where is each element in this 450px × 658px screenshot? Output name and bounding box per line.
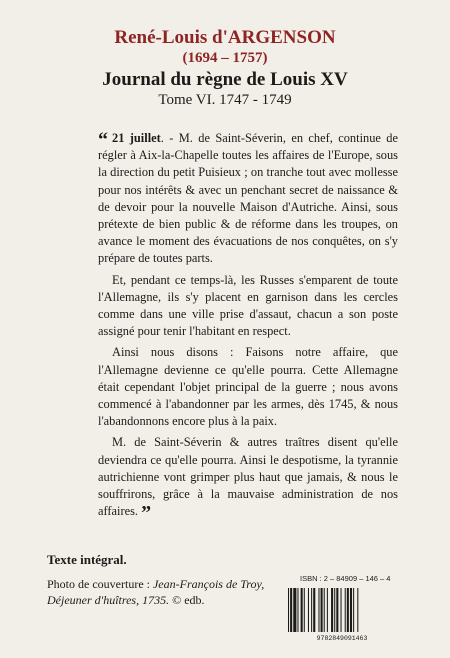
header bbox=[0, 26, 450, 110]
open-quote: “ bbox=[98, 129, 108, 151]
paragraph-text: M. de Saint-Séverin & autres traîtres disent qu'elle deviendra ce qu'elle pourra. Ainsi le despotisme, la tyrannie autrichienne vont grimper plus haut que jamais, & nous le souffrirons, grâce à la mauvaise administration de nos affaires. bbox=[98, 435, 398, 519]
excerpt bbox=[98, 130, 398, 524]
credit-prefix: Photo de couverture : bbox=[47, 577, 153, 591]
close-quote: ” bbox=[141, 502, 152, 525]
credit-artwork: Jean-François de Troy, Déjeuner d'huîtres, 1735. bbox=[47, 577, 265, 607]
credit-suffix: © edb. bbox=[169, 593, 205, 607]
barcode bbox=[282, 586, 402, 642]
volume-label: Tome VI. 1747 - 1749 bbox=[158, 92, 292, 108]
isbn: ISBN : 2 – 84909 – 146 – 4 bbox=[300, 574, 391, 583]
paragraph: Ainsi nous disons : Faisons notre affaire, que l'Allemagne devienne ce qu'elle pourra. Cette Allemagne était cependant l'objet principal de la guerre ; nous avons commencé à l'abandonner par les armes, dès 1745, & nous l'abandonnons encore plus à la paix. bbox=[98, 345, 398, 429]
cover-credit bbox=[47, 576, 277, 608]
full-text-note: Texte intégral. bbox=[47, 552, 127, 567]
barcode-number: 9782849091463 bbox=[316, 635, 368, 642]
author-name: René-Louis d'ARGENSON bbox=[114, 27, 336, 48]
paragraph bbox=[98, 434, 398, 525]
paragraph bbox=[98, 130, 398, 268]
paragraph-text: . - M. de Saint-Séverin, en chef, continue de régler à Aix-la-Chapelle toutes les affaires de l'Europe, sous la direction du petit Puisieux ; on tranche tout avec mollesse pour nos intérêts & avec un penchant secret de naissance & de devoir pour la nouvelle Maison d'Autriche. Ainsi, sous prétexte de bien public & de réforme dans les troupes, on avance le moment des évacuations de nos conquêtes, on s'y prépare de toutes parts. bbox=[98, 131, 398, 266]
book-title: Journal du règne de Louis XV bbox=[102, 69, 348, 90]
paragraph: Et, pendant ce temps-là, les Russes s'emparent de toute l'Allemagne, ils s'y placent en garnison dans les cercles comme dans une ville prise d'assaut, chacun a son poste assigné pour tenir l'habitant en respect. bbox=[98, 272, 398, 339]
author-dates: (1694 – 1757) bbox=[182, 50, 268, 66]
entry-date: 21 juillet bbox=[112, 131, 161, 145]
